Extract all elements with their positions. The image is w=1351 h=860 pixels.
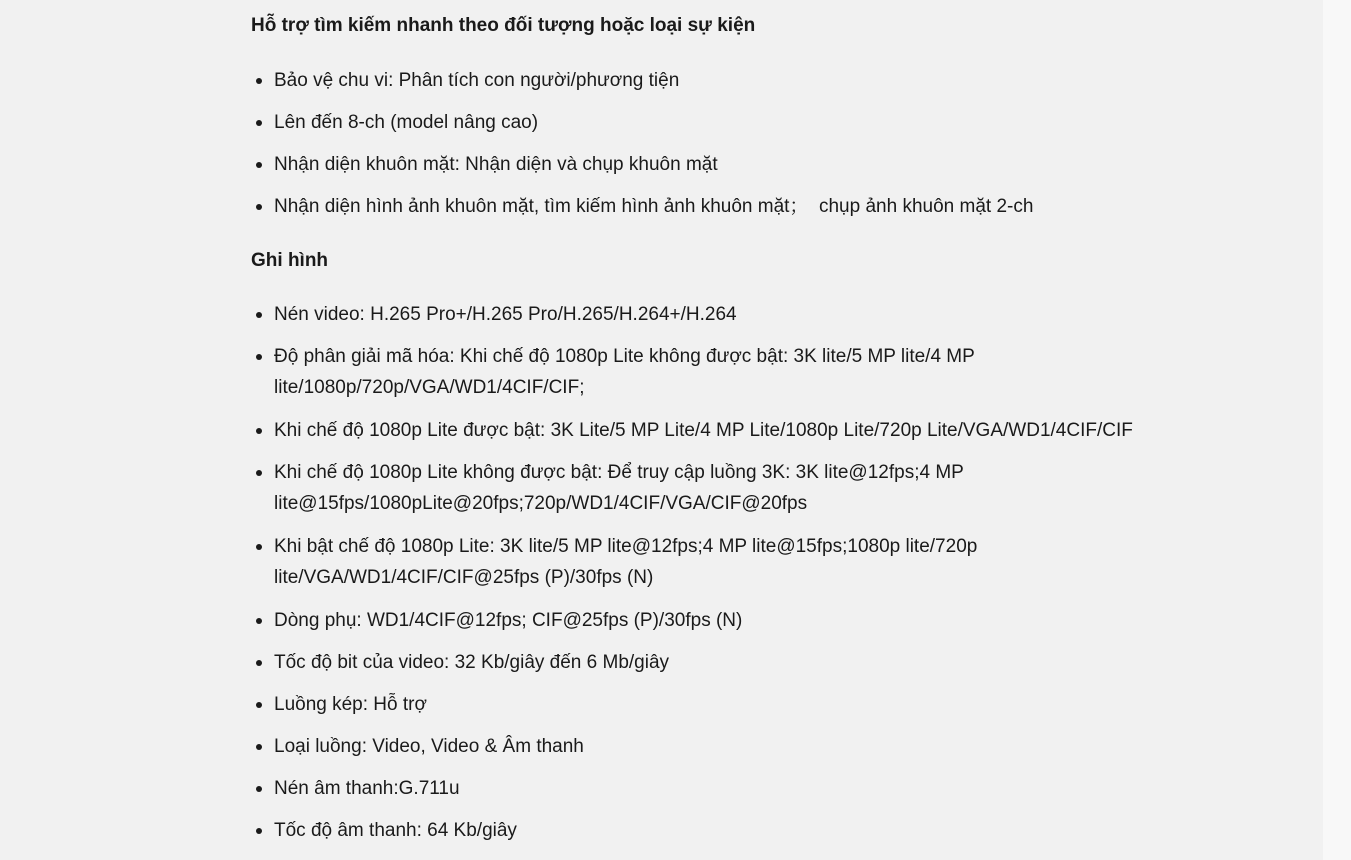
list-item: Nhận diện khuôn mặt: Nhận diện và chụp khuôn mặt xyxy=(251,149,1211,180)
list-item: Nhận diện hình ảnh khuôn mặt, tìm kiếm hình ảnh khuôn mặt； chụp ảnh khuôn mặt 2-ch xyxy=(251,191,1211,222)
bullet-icon xyxy=(256,162,262,168)
bullet-icon xyxy=(256,544,262,550)
bullet-icon xyxy=(256,78,262,84)
bullet-icon xyxy=(256,312,262,318)
bullet-icon xyxy=(256,120,262,126)
bullet-icon xyxy=(256,660,262,666)
list-item: Luồng kép: Hỗ trợ xyxy=(251,689,1211,720)
bullet-icon xyxy=(256,618,262,624)
spec-content xyxy=(251,12,1211,846)
list-item: Tốc độ âm thanh: 64 Kb/giây xyxy=(251,815,1211,846)
list-item: Lên đến 8-ch (model nâng cao) xyxy=(251,107,1211,138)
bullet-icon xyxy=(256,204,262,210)
scrollbar-track[interactable] xyxy=(1323,0,1351,860)
list-item: Nén âm thanh:G.711u xyxy=(251,773,1211,804)
list-item: Độ phân giải mã hóa: Khi chế độ 1080p Lite không được bật: 3K lite/5 MP lite/4 MP lite/1080p/720p/VGA/WD1/4CIF/CIF; xyxy=(251,341,1034,403)
recording-features-list xyxy=(251,299,1211,846)
bullet-icon xyxy=(256,470,262,476)
list-item: Khi chế độ 1080p Lite không được bật: Để truy cập luồng 3K: 3K lite@12fps;4 MP lite@15fps/1080pLite@20fps;720p/WD1/4CIF/VGA/CIF@20fps xyxy=(251,457,1034,519)
list-item: Khi bật chế độ 1080p Lite: 3K lite/5 MP lite@12fps;4 MP lite@15fps;1080p lite/720p lite/VGA/WD1/4CIF/CIF@25fps (P)/30fps (N) xyxy=(251,531,1034,593)
list-item: Nén video: H.265 Pro+/H.265 Pro/H.265/H.264+/H.264 xyxy=(251,299,1211,330)
list-item: Khi chế độ 1080p Lite được bật: 3K Lite/5 MP Lite/4 MP Lite/1080p Lite/720p Lite/VGA/WD1/4CIF/CIF xyxy=(251,415,1211,446)
list-item: Tốc độ bit của video: 32 Kb/giây đến 6 Mb/giây xyxy=(251,647,1211,678)
section-heading-search: Hỗ trợ tìm kiếm nhanh theo đối tượng hoặc loại sự kiện xyxy=(251,15,756,36)
bullet-icon xyxy=(256,702,262,708)
bullet-icon xyxy=(256,428,262,434)
section-heading-recording: Ghi hình xyxy=(251,250,329,271)
bullet-icon xyxy=(256,786,262,792)
bullet-icon xyxy=(256,354,262,360)
bullet-icon xyxy=(256,828,262,834)
list-item: Loại luồng: Video, Video & Âm thanh xyxy=(251,731,1211,762)
bullet-icon xyxy=(256,744,262,750)
search-features-list xyxy=(251,65,1211,222)
list-item: Bảo vệ chu vi: Phân tích con người/phương tiện xyxy=(251,65,1211,96)
list-item: Dòng phụ: WD1/4CIF@12fps; CIF@25fps (P)/30fps (N) xyxy=(251,605,1211,636)
